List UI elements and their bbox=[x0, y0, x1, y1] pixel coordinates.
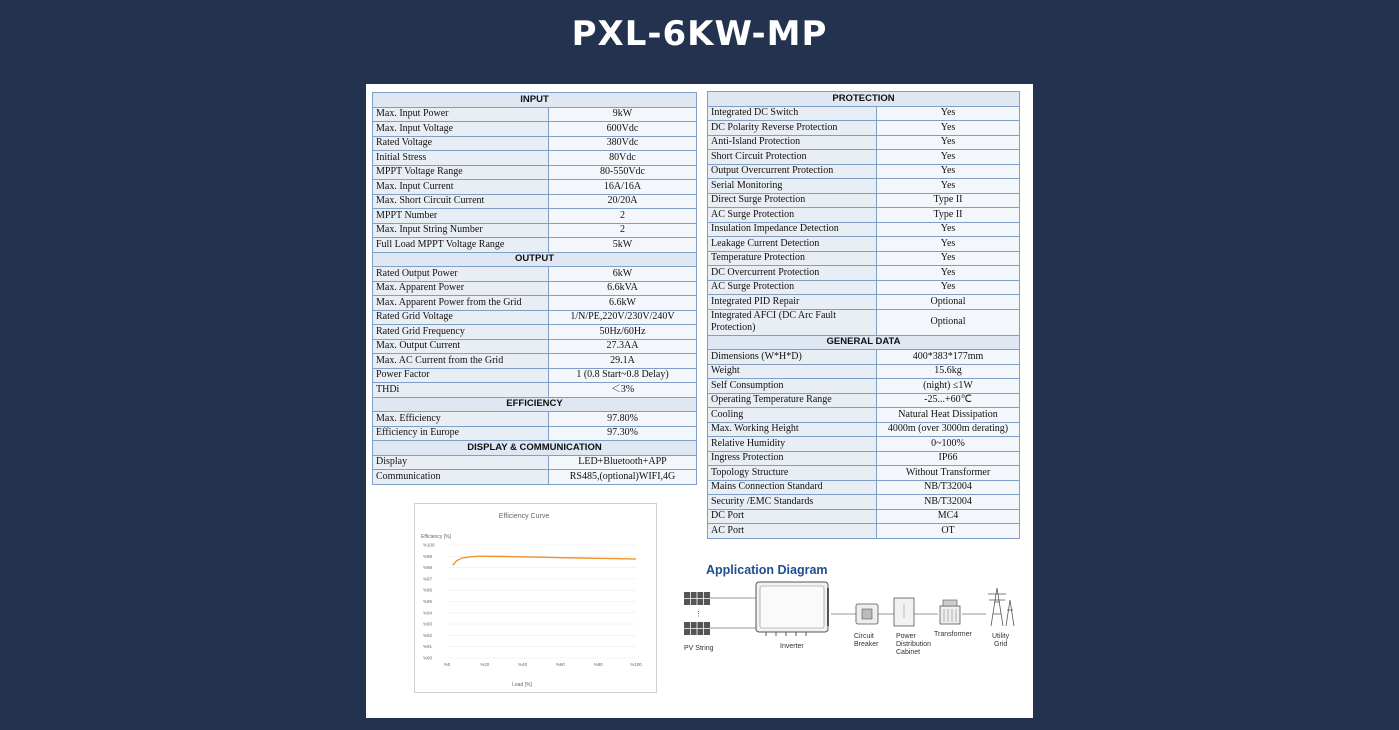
spec-row bbox=[373, 470, 697, 485]
application-diagram bbox=[676, 554, 1026, 684]
spec-value: 9kW bbox=[549, 107, 697, 122]
right-spec-table bbox=[707, 91, 1020, 539]
spec-value: MC4 bbox=[877, 509, 1020, 524]
spec-sheet bbox=[366, 84, 1033, 718]
spec-value: Optional bbox=[877, 295, 1020, 310]
spec-row bbox=[708, 106, 1020, 121]
spec-label: MPPT Number bbox=[373, 209, 549, 224]
spec-value: Optional bbox=[877, 309, 1020, 335]
spec-value: Yes bbox=[877, 164, 1020, 179]
spec-value: Yes bbox=[877, 179, 1020, 194]
spec-row bbox=[708, 295, 1020, 310]
spec-value: Yes bbox=[877, 280, 1020, 295]
page-title: PXL-6KW-MP bbox=[571, 14, 828, 54]
spec-label: Leakage Current Detection bbox=[708, 237, 877, 252]
spec-label: Cooling bbox=[708, 408, 877, 423]
transformer-icon bbox=[940, 600, 960, 624]
spec-label: Direct Surge Protection bbox=[708, 193, 877, 208]
spec-label: DC Overcurrent Protection bbox=[708, 266, 877, 281]
spec-value: 6.6kW bbox=[549, 296, 697, 311]
spec-value: 400*383*177mm bbox=[877, 350, 1020, 365]
spec-label: Power Factor bbox=[373, 368, 549, 383]
spec-value: Type II bbox=[877, 208, 1020, 223]
spec-label: AC Surge Protection bbox=[708, 208, 877, 223]
circuit-breaker-icon bbox=[856, 604, 878, 624]
spec-value: Without Transformer bbox=[877, 466, 1020, 481]
spec-row bbox=[373, 209, 697, 224]
x-tick-label: %100 bbox=[630, 662, 642, 667]
section-title: DISPLAY & COMMUNICATION bbox=[373, 441, 697, 456]
spec-row bbox=[373, 339, 697, 354]
spec-value: 380Vdc bbox=[549, 136, 697, 151]
breaker-label-1: Circuit bbox=[854, 633, 874, 640]
spec-value: 4000m (over 3000m derating) bbox=[877, 422, 1020, 437]
spec-label: Integrated AFCI (DC Arc Fault Protection) bbox=[708, 309, 877, 335]
spec-row bbox=[373, 412, 697, 427]
pv-panel-icon bbox=[684, 592, 710, 605]
spec-row bbox=[708, 208, 1020, 223]
spec-row bbox=[708, 350, 1020, 365]
spec-label: Display bbox=[373, 455, 549, 470]
breaker-label-2: Breaker bbox=[854, 641, 879, 648]
spec-value: 97.80% bbox=[549, 412, 697, 427]
transformer-label: Transformer bbox=[934, 631, 972, 638]
spec-value: 15.6kg bbox=[877, 364, 1020, 379]
spec-row bbox=[708, 509, 1020, 524]
spec-value: ＜3% bbox=[549, 383, 697, 398]
spec-label: Dimensions (W*H*D) bbox=[708, 350, 877, 365]
cabinet-label-3: Cabinet bbox=[896, 649, 921, 656]
spec-row bbox=[373, 296, 697, 311]
section-title: PROTECTION bbox=[708, 92, 1020, 107]
spec-row bbox=[373, 281, 697, 296]
spec-row bbox=[373, 325, 697, 340]
distribution-cabinet-icon bbox=[894, 598, 914, 626]
spec-label: Max. AC Current from the Grid bbox=[373, 354, 549, 369]
spec-row bbox=[708, 222, 1020, 237]
spec-row bbox=[373, 180, 697, 195]
spec-row bbox=[708, 193, 1020, 208]
chart-ylabel: Efficiency [%] bbox=[421, 534, 451, 540]
spec-label: Insulation Impedance Detection bbox=[708, 222, 877, 237]
grid-label-2: Grid bbox=[994, 641, 1008, 648]
spec-label: Efficiency in Europe bbox=[373, 426, 549, 441]
spec-value: 6.6kVA bbox=[549, 281, 697, 296]
spec-label: Temperature Protection bbox=[708, 251, 877, 266]
spec-row bbox=[373, 107, 697, 122]
spec-label: Mains Connection Standard bbox=[708, 480, 877, 495]
pv-panel-icon bbox=[684, 622, 710, 635]
spec-label: Anti-Island Protection bbox=[708, 135, 877, 150]
dc-wire bbox=[710, 598, 756, 628]
spec-row bbox=[708, 524, 1020, 539]
spec-label: Relative Humidity bbox=[708, 437, 877, 452]
y-tick-label: %90 bbox=[423, 655, 433, 661]
spec-value: Yes bbox=[877, 222, 1020, 237]
pv-dots: ⋮ bbox=[695, 611, 702, 618]
utility-grid-icon bbox=[988, 588, 1014, 626]
y-tick-label: %93 bbox=[423, 621, 433, 627]
cabinet-label-1: Power bbox=[896, 633, 916, 640]
spec-label: Serial Monitoring bbox=[708, 179, 877, 194]
x-tick-label: %20 bbox=[480, 662, 490, 667]
y-tick-label: %96 bbox=[423, 587, 433, 593]
spec-row bbox=[708, 393, 1020, 408]
spec-row bbox=[373, 267, 697, 282]
spec-label: Rated Output Power bbox=[373, 267, 549, 282]
spec-label: AC Port bbox=[708, 524, 877, 539]
spec-value: 6kW bbox=[549, 267, 697, 282]
spec-value: OT bbox=[877, 524, 1020, 539]
spec-label: Operating Temperature Range bbox=[708, 393, 877, 408]
spec-label: AC Surge Protection bbox=[708, 280, 877, 295]
spec-row bbox=[373, 194, 697, 209]
spec-label: Max. Input String Number bbox=[373, 223, 549, 238]
spec-row bbox=[373, 238, 697, 253]
spec-value: RS485,(optional)WIFI,4G bbox=[549, 470, 697, 485]
spec-label: Weight bbox=[708, 364, 877, 379]
spec-row bbox=[708, 466, 1020, 481]
spec-value: 2 bbox=[549, 223, 697, 238]
spec-label: Short Circuit Protection bbox=[708, 150, 877, 165]
spec-value: Yes bbox=[877, 121, 1020, 136]
spec-row bbox=[708, 408, 1020, 423]
x-tick-label: %80 bbox=[593, 662, 603, 667]
spec-value: NB/T32004 bbox=[877, 495, 1020, 510]
spec-row bbox=[373, 151, 697, 166]
spec-label: DC Polarity Reverse Protection bbox=[708, 121, 877, 136]
chart-title: Efficiency Curve bbox=[498, 513, 550, 520]
spec-value: Yes bbox=[877, 106, 1020, 121]
section-title: INPUT bbox=[373, 93, 697, 108]
spec-label: Self Consumption bbox=[708, 379, 877, 394]
spec-label: Max. Apparent Power from the Grid bbox=[373, 296, 549, 311]
section-header bbox=[373, 93, 697, 108]
section-header bbox=[373, 441, 697, 456]
spec-value: Yes bbox=[877, 135, 1020, 150]
spec-value: LED+Bluetooth+APP bbox=[549, 455, 697, 470]
spec-row bbox=[708, 266, 1020, 281]
spec-label: Security /EMC Standards bbox=[708, 495, 877, 510]
spec-value: 80-550Vdc bbox=[549, 165, 697, 180]
y-tick-label: %92 bbox=[423, 632, 433, 638]
spec-value: 0~100% bbox=[877, 437, 1020, 452]
y-tick-label: %97 bbox=[423, 576, 433, 582]
section-header bbox=[708, 92, 1020, 107]
section-title: GENERAL DATA bbox=[708, 335, 1020, 350]
spec-label: Max. Short Circuit Current bbox=[373, 194, 549, 209]
x-tick-label: %40 bbox=[518, 662, 528, 667]
spec-row bbox=[708, 121, 1020, 136]
spec-value: (night) ≤1W bbox=[877, 379, 1020, 394]
spec-value: IP66 bbox=[877, 451, 1020, 466]
spec-row bbox=[708, 237, 1020, 252]
spec-row bbox=[373, 455, 697, 470]
y-tick-label: %99 bbox=[423, 553, 433, 559]
spec-row bbox=[708, 179, 1020, 194]
inverter-label: Inverter bbox=[780, 643, 804, 650]
spec-row bbox=[373, 136, 697, 151]
spec-label: Full Load MPPT Voltage Range bbox=[373, 238, 549, 253]
x-tick-label: %60 bbox=[555, 662, 565, 667]
spec-value: Yes bbox=[877, 237, 1020, 252]
spec-label: Output Overcurrent Protection bbox=[708, 164, 877, 179]
spec-value: 20/20A bbox=[549, 194, 697, 209]
spec-row bbox=[708, 251, 1020, 266]
section-header bbox=[373, 252, 697, 267]
spec-row bbox=[373, 368, 697, 383]
pv-string-label: PV String bbox=[684, 645, 714, 652]
spec-row bbox=[708, 451, 1020, 466]
section-title: EFFICIENCY bbox=[373, 397, 697, 412]
spec-row bbox=[373, 426, 697, 441]
section-header bbox=[373, 397, 697, 412]
spec-row bbox=[708, 309, 1020, 335]
spec-label: Max. Efficiency bbox=[373, 412, 549, 427]
grid-label-1: Utility bbox=[992, 633, 1010, 640]
spec-label: Max. Apparent Power bbox=[373, 281, 549, 296]
spec-row bbox=[708, 379, 1020, 394]
spec-value: NB/T32004 bbox=[877, 480, 1020, 495]
y-tick-label: %98 bbox=[423, 565, 433, 571]
cabinet-label-2: Distribution bbox=[896, 641, 932, 648]
spec-value: 1 (0.8 Start~0.8 Delay) bbox=[549, 368, 697, 383]
inverter-icon bbox=[756, 582, 828, 636]
spec-row bbox=[373, 383, 697, 398]
spec-value: 1/N/PE,220V/230V/240V bbox=[549, 310, 697, 325]
section-title: OUTPUT bbox=[373, 252, 697, 267]
spec-row bbox=[708, 437, 1020, 452]
spec-value: Yes bbox=[877, 150, 1020, 165]
spec-value: 2 bbox=[549, 209, 697, 224]
spec-row bbox=[708, 280, 1020, 295]
spec-value: Natural Heat Dissipation bbox=[877, 408, 1020, 423]
spec-value: Yes bbox=[877, 251, 1020, 266]
spec-label: Max. Output Current bbox=[373, 339, 549, 354]
spec-value: 50Hz/60Hz bbox=[549, 325, 697, 340]
spec-row bbox=[708, 364, 1020, 379]
spec-value: 16A/16A bbox=[549, 180, 697, 195]
spec-label: Rated Grid Frequency bbox=[373, 325, 549, 340]
spec-label: Max. Input Power bbox=[373, 107, 549, 122]
spec-row bbox=[708, 135, 1020, 150]
spec-value: 27.3AA bbox=[549, 339, 697, 354]
y-tick-label: %100 bbox=[423, 542, 435, 548]
chart-frame bbox=[415, 504, 657, 693]
left-spec-table bbox=[372, 92, 697, 485]
y-tick-label: %94 bbox=[423, 610, 433, 616]
spec-value: 97.30% bbox=[549, 426, 697, 441]
spec-label: THDi bbox=[373, 383, 549, 398]
spec-label: Integrated PID Repair bbox=[708, 295, 877, 310]
spec-row bbox=[708, 164, 1020, 179]
spec-row bbox=[708, 495, 1020, 510]
spec-label: MPPT Voltage Range bbox=[373, 165, 549, 180]
diagram-title: Application Diagram bbox=[706, 563, 828, 577]
spec-value: 600Vdc bbox=[549, 122, 697, 137]
spec-row bbox=[373, 223, 697, 238]
spec-value: 80Vdc bbox=[549, 151, 697, 166]
spec-label: Max. Input Current bbox=[373, 180, 549, 195]
spec-row bbox=[708, 150, 1020, 165]
spec-label: Topology Structure bbox=[708, 466, 877, 481]
spec-value: Yes bbox=[877, 266, 1020, 281]
spec-label: DC Port bbox=[708, 509, 877, 524]
spec-value: -25...+60℃ bbox=[877, 393, 1020, 408]
chart-xlabel: Load [%] bbox=[512, 682, 532, 688]
spec-label: Integrated DC Switch bbox=[708, 106, 877, 121]
spec-label: Initial Stress bbox=[373, 151, 549, 166]
spec-row bbox=[373, 122, 697, 137]
spec-row bbox=[708, 422, 1020, 437]
section-header bbox=[708, 335, 1020, 350]
spec-value: 5kW bbox=[549, 238, 697, 253]
spec-row bbox=[708, 480, 1020, 495]
spec-row bbox=[373, 354, 697, 369]
x-tick-label: %0 bbox=[443, 662, 451, 667]
spec-label: Max. Input Voltage bbox=[373, 122, 549, 137]
y-tick-label: %95 bbox=[423, 599, 433, 604]
spec-row bbox=[373, 165, 697, 180]
spec-label: Communication bbox=[373, 470, 549, 485]
spec-label: Rated Voltage bbox=[373, 136, 549, 151]
y-tick-label: %91 bbox=[423, 644, 433, 650]
spec-value: 29.1A bbox=[549, 354, 697, 369]
spec-label: Ingress Protection bbox=[708, 451, 877, 466]
spec-value: Type II bbox=[877, 193, 1020, 208]
spec-label: Max. Working Height bbox=[708, 422, 877, 437]
efficiency-chart bbox=[414, 503, 657, 693]
spec-row bbox=[373, 310, 697, 325]
spec-label: Rated Grid Voltage bbox=[373, 310, 549, 325]
